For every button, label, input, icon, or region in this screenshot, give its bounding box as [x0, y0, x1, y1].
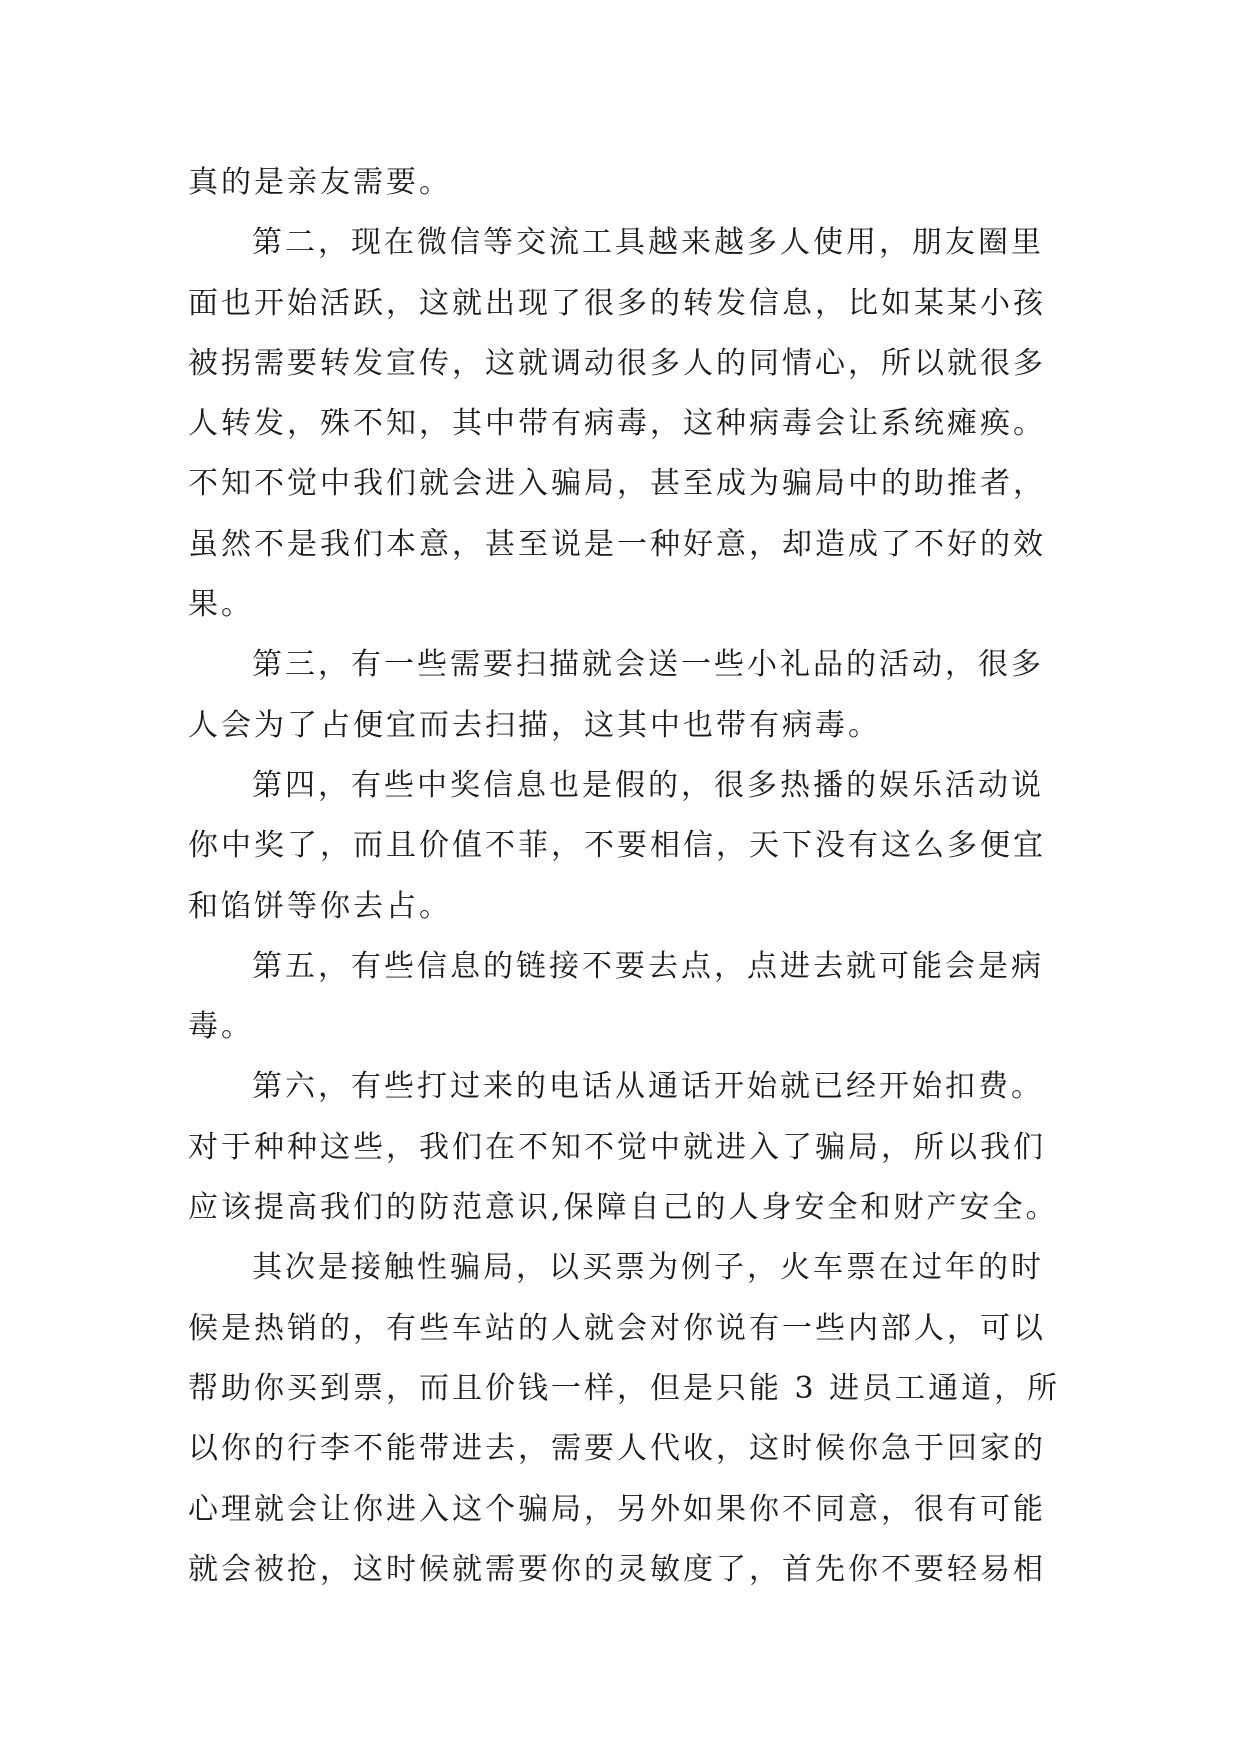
- text-line: 面也开始活跃，这就出现了很多的转发信息，比如某某小孩: [188, 285, 1046, 321]
- text-line: 被拐需要转发宣传，这就调动很多人的同情心，所以就很多: [188, 345, 1046, 381]
- text-line: 虽然不是我们本意，甚至说是一种好意，却造成了不好的效: [188, 526, 1046, 562]
- text-line: 第六，有些打过来的电话从通话开始就已经开始扣费。: [252, 1069, 1044, 1105]
- text-line: 应该提高我们的防范意识,保障自己的人身安全和财产安全。: [188, 1190, 1059, 1226]
- text-line: 候是热销的，有些车站的人就会对你说有一些内部人，可以: [188, 1310, 1046, 1346]
- text-line: 第五，有些信息的链接不要去点，点进去就可能会是病: [252, 948, 1044, 984]
- text-line: 以你的行李不能带进去，需要人代收，这时候你急于回家的: [188, 1431, 1046, 1467]
- text-line: 第二，现在微信等交流工具越来越多人使用，朋友圈里: [252, 225, 1044, 261]
- text-line: 真的是亲友需要。: [188, 165, 452, 200]
- text-line: 第四，有些中奖信息也是假的，很多热播的娱乐活动说: [252, 767, 1044, 803]
- text-line: 你中奖了，而且价值不菲，不要相信，天下没有这么多便宜: [188, 828, 1046, 864]
- text-line: 帮助你买到票，而且价钱一样，但是只能 3 进员工通道，所: [188, 1370, 1061, 1406]
- text-line: 心理就会让你进入这个骗局，另外如果你不同意，很有可能: [188, 1491, 1046, 1527]
- text-line: 就会被抢，这时候就需要你的灵敏度了，首先你不要轻易相: [188, 1551, 1046, 1587]
- text-line: 和馅饼等你去占。: [188, 888, 452, 924]
- text-line: 不知不觉中我们就会进入骗局，甚至成为骗局中的助推者，: [188, 466, 1046, 502]
- text-line: 果。: [188, 587, 254, 623]
- text-line: 人转发，殊不知，其中带有病毒，这种病毒会让系统瘫痪。: [188, 406, 1046, 442]
- text-line: 对于种种这些，我们在不知不觉中就进入了骗局，所以我们: [188, 1129, 1046, 1165]
- text-line: 其次是接触性骗局，以买票为例子，火车票在过年的时: [252, 1250, 1044, 1286]
- text-line: 毒。: [188, 1009, 254, 1045]
- text-line: 第三，有一些需要扫描就会送一些小礼品的活动，很多: [252, 647, 1044, 683]
- body-text: [188, 153, 1068, 1600]
- text-line: 人会为了占便宜而去扫描，这其中也带有病毒。: [188, 707, 881, 743]
